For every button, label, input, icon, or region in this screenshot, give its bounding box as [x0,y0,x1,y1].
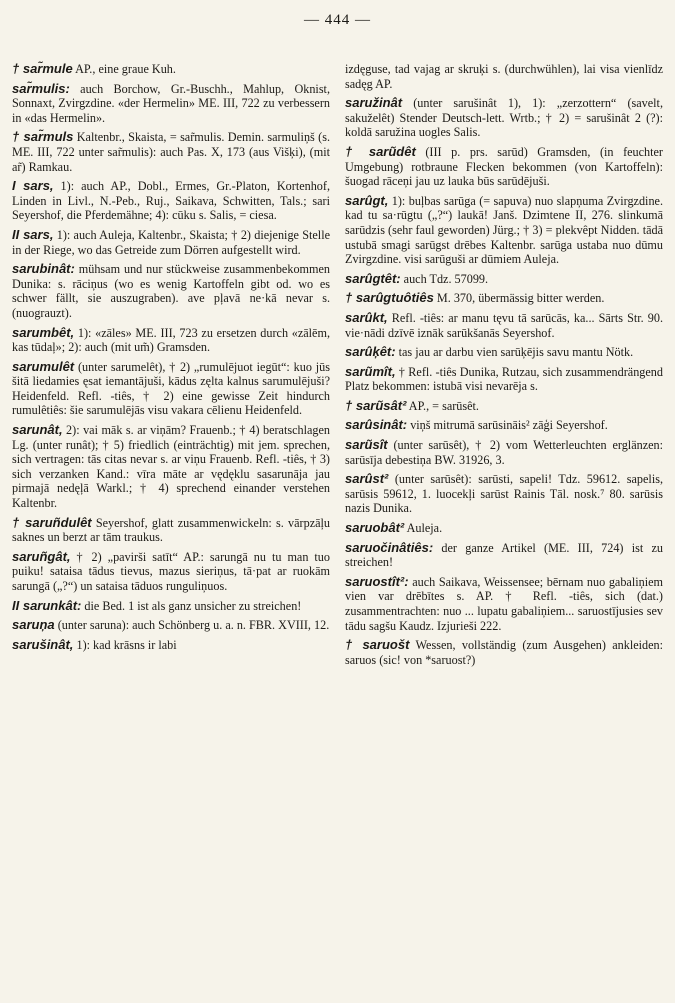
entry-text: auch Saikava, Weissensee; bērnam nuo gabaliņiem vien var drēbītes s. AP. † Refl. -tiês, sich (dat.) zusammentrachten: nuo ... lupatu gabaliņiem... saruostījusies sev tādu sagšu Kaudz. Izjurieši 222. [345,574,663,633]
entry-headword: sarûst² [345,471,389,487]
dictionary-entry [345,194,663,267]
entry-headword: † saruñdulêt [12,514,92,530]
entry-headword: † sarũdêt [345,143,416,159]
right-column [345,62,663,672]
entry-text: (unter sarūsêt), † 2) vom Wetterleuchten erglänzen: sarūsīja debestiņa BW. 31926, 3. [345,438,663,467]
page-number: — 444 — [304,12,371,28]
entry-headword: sarûkt, [345,309,388,325]
entry-text: AP., eine graue Kuh. [72,62,176,76]
dictionary-entry [345,638,663,667]
entry-text: Wessen, vollständig (zum Ausgehen) ankleiden: saruos (sic! von *saruost?) [345,638,663,667]
entry-text: Seyershof, glatt zusammenwickeln: s. vārpzāļu saknes un berzt ar tām traukus. [12,515,330,545]
entry-text: auch Tdz. 57099. [400,271,489,286]
entry-text: 1): auch Auleja, Kaltenbr., Skaista; † 2) diejenige Stelle in der Riege, wo das Getreide zum Dörren aufgestellt wird. [12,227,330,257]
dictionary-entry [12,550,330,594]
dictionary-entry [345,145,663,189]
dictionary-entry [345,399,663,414]
dictionary-entry [345,438,663,467]
entry-headword: sarušinât, [12,636,74,652]
entry-text: 1): kad krāsns ir labi [73,637,177,652]
entry-headword: I sars, [12,178,54,194]
entry-text: 1): buļbas sarūga (= sapuva) nuo slapņuma Zvirgzdine. kad tu sa·rūgtu („?“) laukā! Janš. Dzimtene II, 276. slinkumā sarūdzis (sehr faul geworden) Jürg.; † 3) = plekvêpt Nidden. tādā ustubā smagi sarūgst drēbes Kaltenbr. sarūga ustaba nuo dūmu Zvirgzdine. visi sarūguši ar dūmiem Auleja. [345,193,663,267]
entry-headword: † sarûgtuôtiês [345,290,434,306]
dictionary-entry [345,541,663,570]
entry-text: die Bed. 1 ist als ganz unsicher zu streichen! [81,598,302,613]
entry-headword: saruočinâtiês: [345,539,434,555]
entry-headword: saruostît²: [345,573,409,589]
entry-text: † Refl. -tiês Dunika, Rutzau, sich zusammendrängend Platz bekommen: istubā visi nevarēja s. [345,364,663,394]
dictionary-entry [12,130,330,174]
dictionary-entry [12,516,330,545]
dictionary-entry [12,62,330,77]
entry-headword: † sar̃muls [12,129,74,145]
entry-text: viņš mitrumā sarūsināis² zāģi Seyershof. [407,418,608,433]
dictionary-entry [345,472,663,516]
dictionary-entry [12,82,330,126]
dictionary-entry [345,291,663,306]
entry-headword: sarûgt, [345,192,389,208]
entry-headword: † sar̃mule [12,61,73,76]
entry-text: Auleja. [404,521,443,536]
entry-headword: sarunât, [12,422,63,438]
entry-headword: sarumbêt, [12,324,75,340]
entry-text: 1): «zāles» ME. III, 723 zu ersetzen durch «zālēm, kas tūdaļ»; 2): auch (mit um̃) Gramsden. [12,325,330,355]
entry-text: (unter sarušinât 1), 1): „zerzottern“ (savelt, sakuželêt) Stender Deutsch-lett. Wrtb.; † 2) = sarušinât 2 (?): koldā saružina uogles Salis. [345,96,663,140]
dictionary-entry [345,62,663,91]
dictionary-entry [345,96,663,140]
entry-text: AP., = sarūsêt. [406,398,479,413]
entry-text: 1): auch AP., Dobl., Ermes, Gr.-Platon, Kortenhof, Linden in Livl., N.-Peb., Ruj., Saikava, Schwitten, Tals.; sari Seyershof, die Pferdemähne; 4): cūku s. Salis, = ciesa. [12,179,330,223]
entry-headword: sarûsinât: [345,417,408,433]
entry-text: (unter saruna): auch Schönberg u. a. n. FBR. XVIII, 12. [54,618,330,633]
entry-headword: sarûķêt: [345,344,396,360]
dictionary-entry [12,262,330,320]
dictionary-entry [345,311,663,340]
entry-headword: † sarũsât² [345,397,407,413]
dictionary-entry [12,228,330,257]
dictionary-entry [345,365,663,394]
entry-headword: saruñgât, [12,548,71,564]
entry-headword: † saruošt [345,637,410,653]
entry-headword: saruņa [12,617,55,633]
entry-text: auch Borchow, Gr.-Buschh., Mahlup, Oknist, Sonnaxt, Zvirgzdine. «der Hermelin» ME. III, 722 zu verbessern in «das Hermelin». [12,81,330,125]
entry-text: (unter sarūsêt): sarūsti, sapeli! Tdz. 59612. sapelis, sarūsis 59612, 1. luocekļi sarūst Rainis Tāl. nosk.⁷ 80. sarūsis nazis Dunika. [345,472,663,516]
dictionary-entry [345,521,663,536]
entry-text: mühsam und nur stückweise zusammenbekommen Dunika: s. rāciņus (wo es wenig Kartoffeln gibt od. wo es schwer fällt, sie auszugraben). ave pļavā ne·kā nevar s. (nuograuzt). [12,262,330,320]
entry-headword: saruobât² [345,520,405,536]
dictionary-entry [12,423,330,511]
entry-text: (III p. prs. sarūd) Gramsden, (in feuchter Umgebung) rotbraune Flecken bekommen (von Kartoffeln): šuogad rāceņi jau uz lauka būs sarūdējuši. [345,144,663,189]
entry-headword: saružinât [345,95,403,111]
entry-text: M. 370, übermässig bitter werden. [433,291,605,306]
entry-text: der ganze Artikel (ME. III, 724) ist zu streichen! [345,540,663,570]
dictionary-entry [345,575,663,633]
dictionary-entry [12,326,330,355]
entry-headword: sarumulêt [12,358,75,374]
dictionary-entry [12,179,330,223]
dictionary-entry [12,638,330,653]
entry-headword: sarûgtêt: [345,270,401,286]
dictionary-entry [12,618,330,633]
entry-text: (unter sarumelêt), † 2) „rumulējuot iegūt“: kuo jūs šitā liedamies ęsat iemantājuši, kādus zęlta kalnus sarumulējuši? Heidenfeld. Refl. -tiês, † 2) eine gewisse Zeit hindurch rumulêtiês: šie sarumulējās visu vakara cēlienu Heidenfeld. [12,359,330,418]
entry-text: Refl. -tiês: ar manu tęvu tā sarūcās, ka... Sārts Str. 90. vie·nādi dzīvē iznāk sarūkšanās Seyershof. [345,310,663,340]
entry-text: 2): vai māk s. ar viņām? Frauenb.; † 4) beratschlagen Lg. (unter runât); † 5) friedlich (einträchtig) mit jem. sprechen, sich vertragen: tās citas nevar s. ar viņu Frauenb. Refl. -tiês, † 3) sich verzanken Kand.: vīra māte ar vędęklu sasarunāja jau pirmajā nedęļā Warkl.; † 4) sprechend einander verstehen Kaltenbr. [12,423,330,511]
entry-headword: sarubinât: [12,261,75,277]
left-column [12,62,330,657]
entry-headword: sar̃mulis: [12,80,70,96]
dictionary-entry [345,345,663,360]
dictionary-entry [12,599,330,614]
entry-headword: sarũmît, [345,363,396,379]
entry-text: Kaltenbr., Skaista, = sar̃mulis. Demin. sarmuliņš (s. ME. III, 722 unter sar̃mulis): auch Pas. X, 173 (aus Višķi), (mit ar̃) Ramkau. [12,130,331,174]
entry-text: † 2) „pavirši satīt“ AP.: sarungā nu tu man tuo puiku! sataisa tādus tievus, mazus sieriņus, tā·pat ar ruokām sarungā („?“) un sataisa tāduos runguliņuos. [12,549,330,593]
entry-headword: II sars, [12,226,54,242]
dictionary-entry [345,418,663,433]
dictionary-entry [345,272,663,287]
dictionary-entry [12,360,330,418]
entry-text: izdęguse, tad vajag ar skruķi s. (durchwühlen), lai visa vienlīdz sadęg AP. [345,62,663,91]
entry-headword: II sarunkât: [12,597,82,613]
entry-headword: sarũsît [345,437,388,453]
entry-text: tas jau ar darbu vien sarūķējis savu mantu Nötk. [395,345,634,360]
